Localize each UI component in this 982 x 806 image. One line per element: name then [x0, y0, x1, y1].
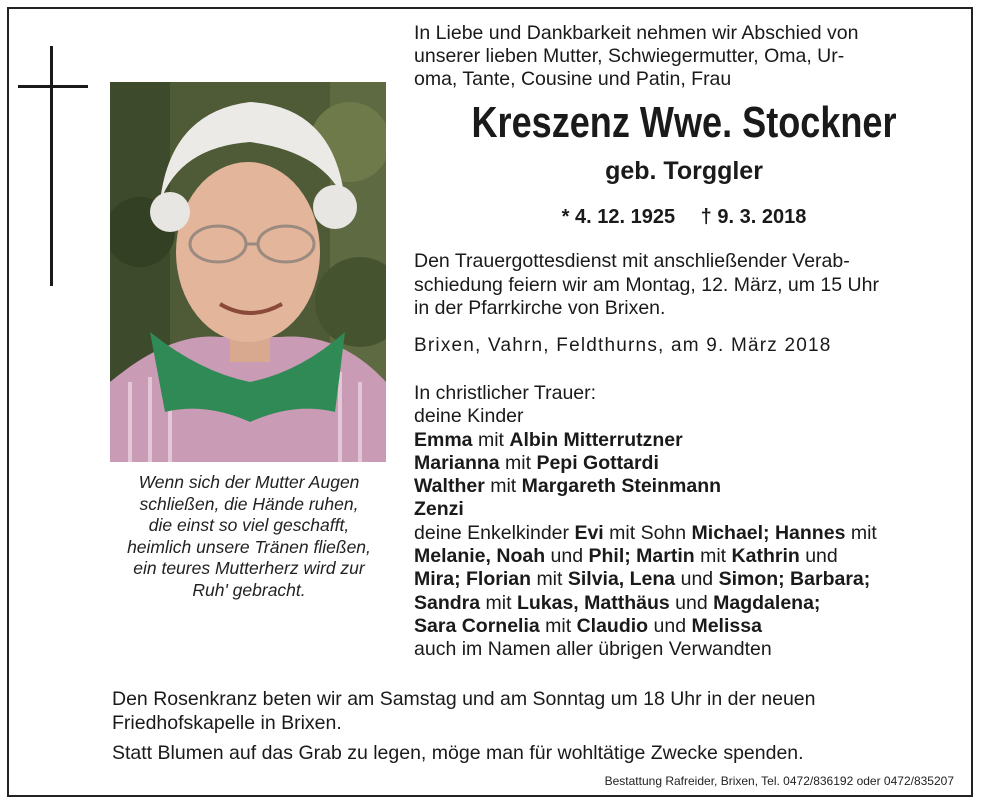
- mourner-line: Walther mit Margareth Steinmann: [414, 475, 722, 498]
- poem-line: Wenn sich der Mutter Augen: [138, 472, 360, 492]
- intro-line: oma, Tante, Cousine und Patin, Frau: [414, 68, 732, 90]
- undertaker-credit: Bestattung Rafreider, Brixen, Tel. 0472/836192 oder 0472/835207: [604, 774, 954, 788]
- life-dates: [414, 204, 954, 230]
- poem: [100, 472, 398, 601]
- poem-line: Ruh' gebracht.: [192, 579, 306, 600]
- mourner-line: Mira; Florian mit Silvia, Lena und Simon; Barbara;: [414, 568, 871, 591]
- flowers-line: Statt Blumen auf das Grab zu legen, möge man für wohltätige Zwecke spenden.: [112, 742, 804, 764]
- service-line: in der Pfarrkirche von Brixen.: [414, 297, 666, 319]
- relatives-line: auch im Namen aller übrigen Verwandten: [414, 638, 772, 661]
- service-line: schiedung feiern wir am Montag, 12. März, um 15 Uhr: [414, 273, 879, 296]
- mourners-heading: In christlicher Trauer:: [414, 382, 597, 404]
- mourner-line: deine Enkelkinder Evi mit Sohn Michael; Hannes mit: [414, 521, 877, 544]
- cross-icon: [50, 46, 53, 286]
- mourners-list: [414, 382, 954, 662]
- poem-line: ein teures Mutterherz wird zur: [133, 558, 365, 578]
- intro-text: [414, 22, 954, 91]
- mourner-line: Marianna mit Pepi Gottardi: [414, 451, 659, 474]
- mourner-line: Zenzi: [414, 498, 464, 521]
- bottom-text: [112, 688, 962, 766]
- mourner-line: Melanie, Noah und Phil; Martin mit Kathrin und: [414, 545, 838, 568]
- cross-icon-bar: [18, 85, 88, 88]
- mourner-line: Sandra mit Lukas, Matthäus und Magdalena;: [414, 591, 821, 614]
- rosary-line: Den Rosenkranz beten wir am Samstag und am Sonntag um 18 Uhr in der neuen: [112, 688, 816, 710]
- poem-line: die einst so viel geschafft,: [148, 515, 350, 535]
- portrait-photo: [110, 82, 386, 462]
- place-date: Brixen, Vahrn, Feldthurns, am 9. März 2018: [414, 335, 832, 356]
- poem-line: schließen, die Hände ruhen,: [139, 493, 359, 514]
- intro-line: unserer lieben Mutter, Schwiegermutter, Oma, Ur-: [414, 45, 845, 67]
- mourner-line: Emma mit Albin Mitterrutzner: [414, 428, 683, 451]
- service-text: [414, 250, 954, 321]
- mourner-line: Sara Cornelia mit Claudio und Melissa: [414, 614, 762, 637]
- rosary-line: Friedhofskapelle in Brixen.: [112, 711, 342, 734]
- death-date: † 9. 3. 2018: [700, 206, 807, 228]
- poem-line: heimlich unsere Tränen fließen,: [127, 536, 371, 557]
- birth-date: * 4. 12. 1925: [561, 206, 676, 228]
- service-line: Den Trauergottesdienst mit anschließender Verab-: [414, 250, 850, 272]
- intro-line: In Liebe und Dankbarkeit nehmen wir Abschied von: [414, 22, 859, 44]
- children-label: deine Kinder: [414, 405, 524, 428]
- deceased-name: Kreszenz Wwe. Stockner: [471, 98, 897, 147]
- maiden-name: geb. Torggler: [605, 157, 763, 185]
